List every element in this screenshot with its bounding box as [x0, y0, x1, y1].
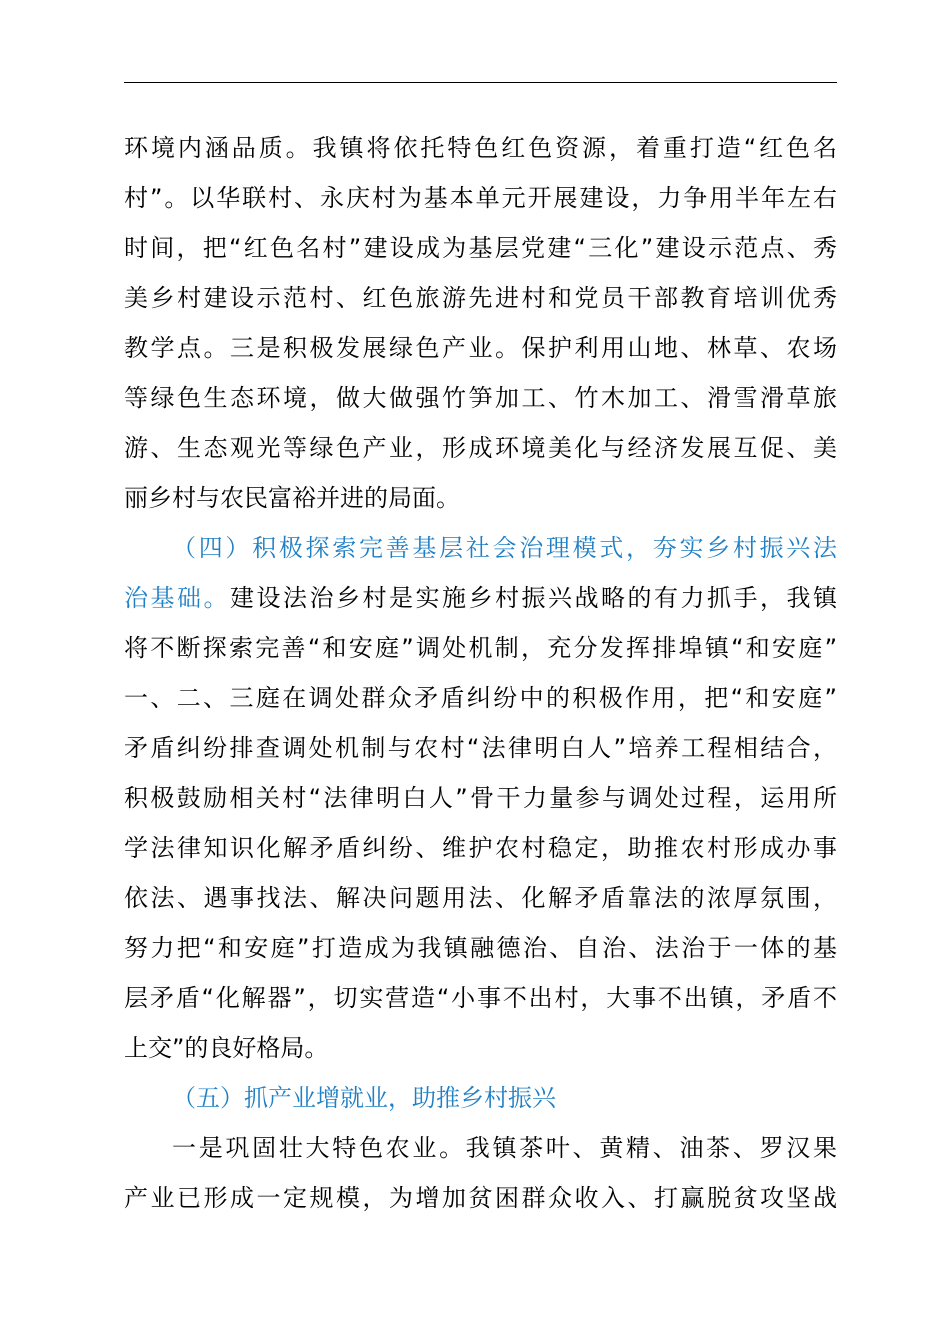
text-line: 丽乡村与农民富裕并进的局面。	[124, 484, 460, 512]
section-heading-4-end: 治基础。	[124, 584, 230, 612]
section-heading-5: （五）抓产业增就业，助推乡村振兴	[172, 1084, 556, 1112]
text-line: 矛盾纠纷排查调处机制与农村“法律明白人”培养工程相结合，	[124, 734, 837, 762]
text-line: 村”。以华联村、永庆村为基本单元开展建设，力争用半年左右	[124, 184, 837, 212]
text-line: 将不断探索完善“和安庭”调处机制，充分发挥排埠镇“和安庭”	[124, 634, 837, 662]
text-line: 层矛盾“化解器”，切实营造“小事不出村，大事不出镇，矛盾不	[124, 984, 837, 1012]
text-line: 上交”的良好格局。	[124, 1034, 329, 1062]
text-line: 依法、遇事找法、解决问题用法、化解矛盾靠法的浓厚氛围，	[124, 884, 837, 912]
text-line: 游、生态观光等绿色产业，形成环境美化与经济发展互促、美	[124, 434, 837, 462]
text-line: 等绿色生态环境，做大做强竹笋加工、竹木加工、滑雪滑草旅	[124, 384, 837, 412]
text-line-mixed	[124, 578, 837, 618]
text-line: 环境内涵品质。我镇将依托特色红色资源，着重打造“红色名	[124, 134, 837, 162]
text-line: 教学点。三是积极发展绿色产业。保护利用山地、林草、农场	[124, 334, 837, 362]
text-line: 产业已形成一定规模，为增加贫困群众收入、打赢脱贫攻坚战	[124, 1184, 837, 1212]
text-line: 时间，把“红色名村”建设成为基层党建“三化”建设示范点、秀	[124, 234, 837, 262]
text-line: 一是巩固壮大特色农业。我镇茶叶、黄精、油茶、罗汉果	[172, 1134, 837, 1162]
text-fragment: 建设法治乡村是实施乡村振兴战略的有力抓手，我镇	[230, 584, 837, 612]
header-rule	[124, 82, 837, 83]
text-line: 一、二、三庭在调处群众矛盾纠纷中的积极作用，把“和安庭”	[124, 684, 837, 712]
section-heading-4: （四）积极探索完善基层社会治理模式，夯实乡村振兴法	[172, 534, 837, 562]
text-line: 美乡村建设示范村、红色旅游先进村和党员干部教育培训优秀	[124, 284, 837, 312]
text-line: 积极鼓励相关村“法律明白人”骨干力量参与调处过程，运用所	[124, 784, 837, 812]
text-line: 努力把“和安庭”打造成为我镇融德治、自治、法治于一体的基	[124, 934, 837, 962]
text-line: 学法律知识化解矛盾纠纷、维护农村稳定，助推农村形成办事	[124, 834, 837, 862]
